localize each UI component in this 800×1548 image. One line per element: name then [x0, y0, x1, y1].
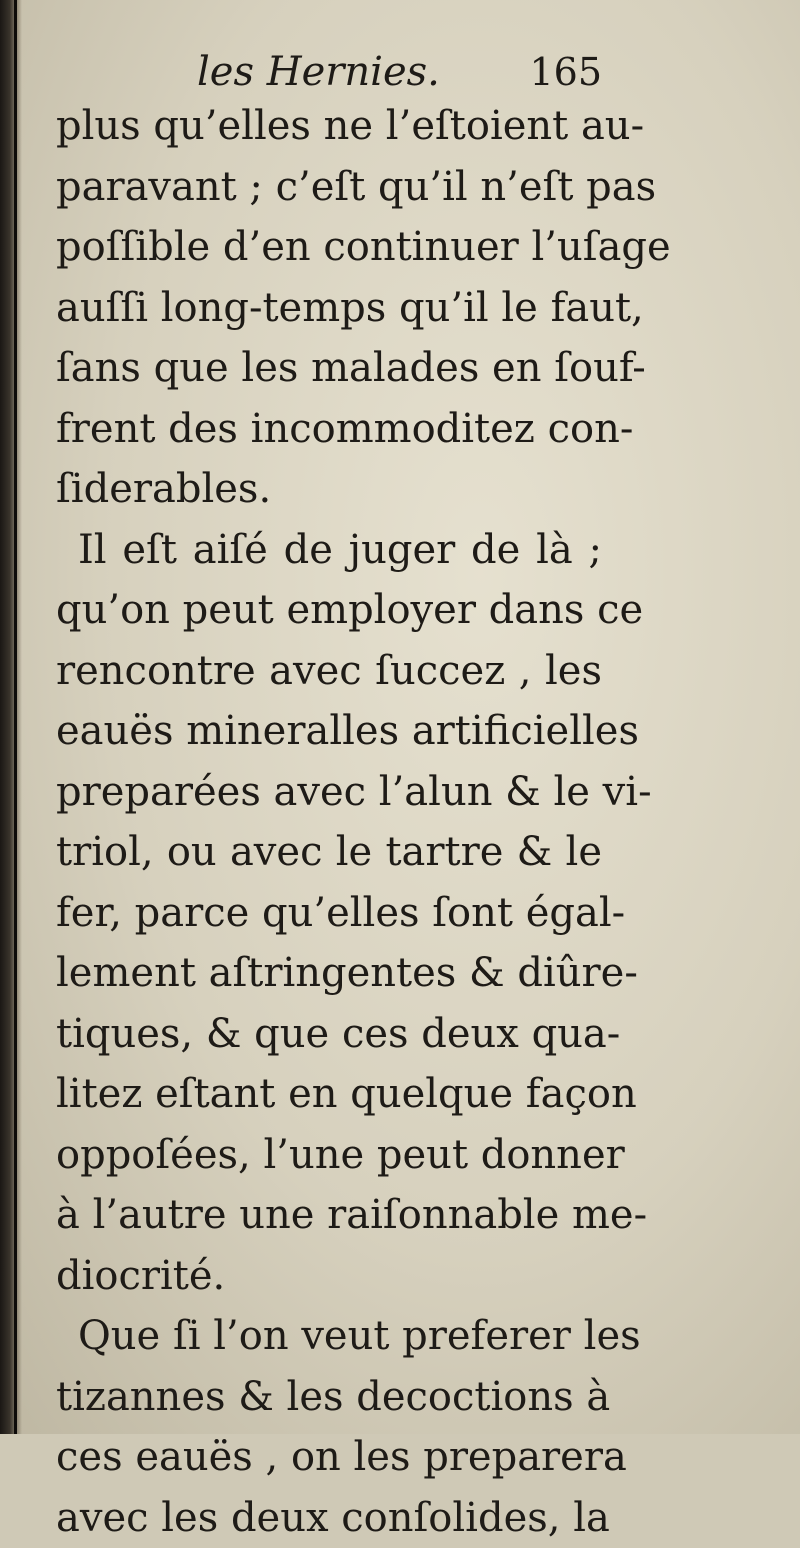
text-line: preparées avec l’alun & le vi- [56, 762, 602, 823]
text-line: triol, ou avec le tartre & le [56, 822, 602, 883]
text-line: qu’on peut employer dans ce [56, 580, 602, 641]
text-line: oppoſées, l’une peut donner [56, 1125, 602, 1186]
text-line: avec les deux conſolides, la [56, 1488, 602, 1548]
paragraph-start-line: Que ſi l’on veut preferer les [56, 1306, 602, 1367]
paragraph-start-line: Il eſt aiſé de juger de là ; [56, 520, 602, 581]
binding-edge [14, 0, 17, 1434]
text-line: rencontre avec ſuccez , les [56, 641, 602, 702]
page-number: 165 [529, 44, 602, 100]
text-line: ces eauës , on les preparera [56, 1427, 602, 1488]
text-line: ſans que les malades en ſouf- [56, 338, 602, 399]
running-title: les Hernies. [197, 44, 440, 100]
text-line: plus qu’elles ne l’eſtoient au- [56, 96, 602, 157]
page-header [197, 44, 602, 100]
text-line: diocrité. [56, 1246, 602, 1307]
text-line: auſſi long-temps qu’il le faut, [56, 278, 602, 339]
text-line: tizannes & les decoctions à [56, 1367, 602, 1428]
text-line: fer, parce qu’elles ſont égal- [56, 883, 602, 944]
text-line: frent des incommoditez con- [56, 399, 602, 460]
text-line: eauës mineralles artificielles [56, 701, 602, 762]
text-line: poſſible d’en continuer l’uſage [56, 217, 602, 278]
text-line: lement aſtringentes & diûre- [56, 943, 602, 1004]
binding-gutter [0, 0, 22, 1434]
text-line: paravant ; c’eſt qu’il n’eſt pas [56, 157, 602, 218]
text-line: tiques, & que ces deux qua- [56, 1004, 602, 1065]
text-line: litez eſtant en quelque façon [56, 1064, 602, 1125]
text-line: à l’autre une raiſonnable me- [56, 1185, 602, 1246]
text-line: ſiderables. [56, 459, 602, 520]
body-text [56, 96, 602, 1548]
